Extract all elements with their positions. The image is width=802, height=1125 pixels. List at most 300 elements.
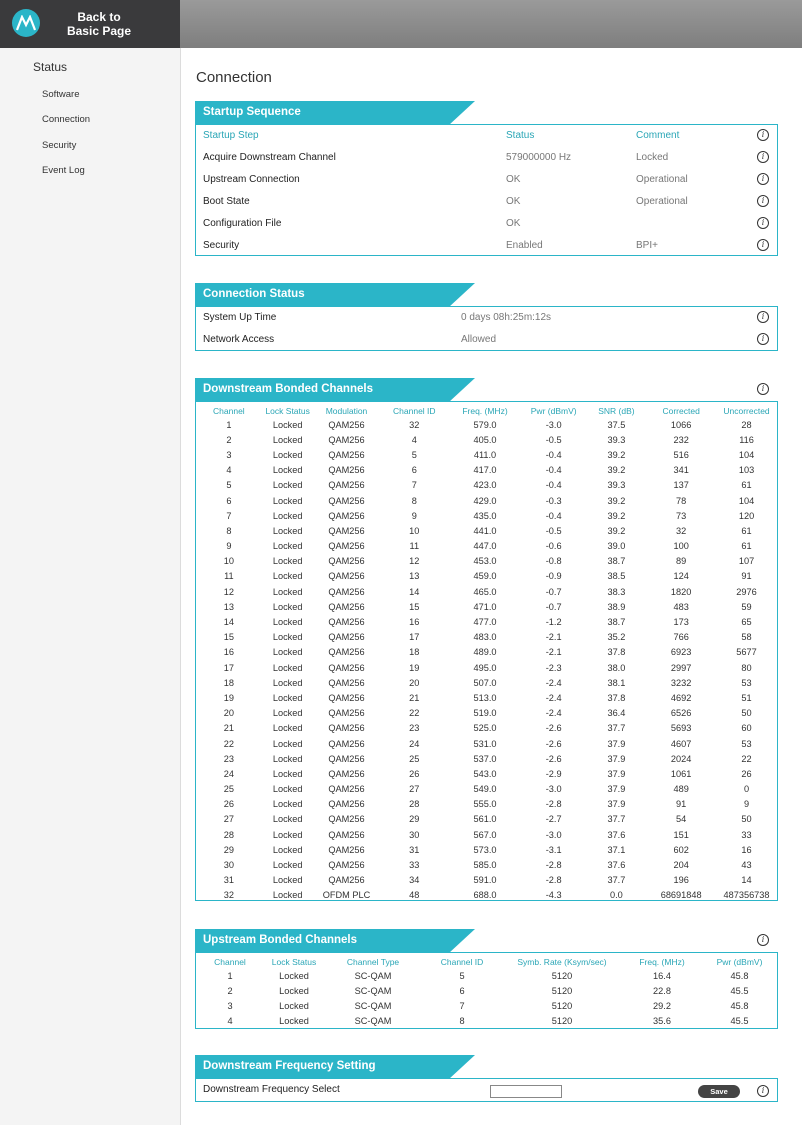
- table-cell: QAM256: [328, 738, 365, 749]
- table-cell: 14: [741, 875, 752, 886]
- step-status: OK: [506, 174, 521, 185]
- table-cell: 3: [226, 449, 232, 460]
- table-row: [196, 968, 777, 983]
- panel-title: Downstream Bonded Channels: [195, 378, 449, 402]
- table-cell: Locked: [272, 617, 303, 628]
- table-cell: 7: [459, 1000, 465, 1011]
- table-cell: 35.2: [607, 632, 626, 643]
- table-cell: Locked: [272, 753, 303, 764]
- table-row: [196, 736, 777, 751]
- save-button[interactable]: Save: [698, 1085, 740, 1098]
- table-cell: 53: [741, 738, 752, 749]
- table-cell: 107: [738, 556, 755, 567]
- table-cell: 14: [409, 586, 420, 597]
- table-cell: QAM256: [328, 525, 365, 536]
- status-value: 0 days 08h:25m:12s: [461, 312, 552, 323]
- table-cell: 196: [673, 875, 689, 886]
- table-cell: 18: [223, 677, 234, 688]
- table-cell: -1.2: [545, 617, 562, 628]
- table-cell: 39.2: [607, 495, 626, 506]
- table-cell: Locked: [272, 465, 303, 476]
- table-cell: 591.0: [473, 875, 497, 886]
- info-icon[interactable]: i: [757, 173, 769, 185]
- table-cell: 100: [673, 541, 689, 552]
- sidebar-item-event-log[interactable]: Event Log: [42, 165, 85, 176]
- table-cell: 39.2: [607, 525, 626, 536]
- table-cell: -0.8: [545, 556, 562, 567]
- table-cell: -3.0: [545, 784, 562, 795]
- panel-title: Upstream Bonded Channels: [195, 929, 449, 953]
- table-cell: Locked: [279, 1000, 309, 1011]
- info-icon[interactable]: i: [757, 383, 769, 395]
- col-header: Channel Type: [346, 956, 400, 967]
- panel-title: Connection Status: [195, 283, 449, 307]
- col-header: Channel: [213, 405, 245, 416]
- col-header: Channel ID: [440, 956, 484, 967]
- table-cell: 37.9: [607, 753, 626, 764]
- table-cell: 5120: [551, 1015, 573, 1026]
- table-row: [196, 523, 777, 538]
- col-header: Corrected: [662, 405, 700, 416]
- table-cell: Locked: [272, 692, 303, 703]
- table-cell: -0.7: [545, 586, 562, 597]
- table-cell: 1066: [670, 419, 692, 430]
- table-cell: -0.5: [545, 434, 562, 445]
- table-cell: QAM256: [328, 434, 365, 445]
- table-cell: 16: [223, 647, 234, 658]
- table-row: [196, 213, 777, 235]
- col-header: Uncorrected: [723, 405, 770, 416]
- table-cell: -2.4: [545, 677, 562, 688]
- table-cell: -2.9: [545, 768, 562, 779]
- info-icon[interactable]: i: [757, 151, 769, 163]
- table-cell: 441.0: [473, 525, 497, 536]
- step-comment: Operational: [636, 174, 688, 185]
- table-cell: 37.8: [607, 647, 626, 658]
- table-cell: QAM256: [328, 465, 365, 476]
- table-cell: 32: [409, 419, 420, 430]
- table-cell: QAM256: [328, 708, 365, 719]
- table-cell: 37.6: [607, 860, 626, 871]
- frequency-setting-panel: [195, 1060, 778, 1102]
- table-cell: 561.0: [473, 814, 497, 825]
- table-cell: 6: [411, 465, 417, 476]
- table-cell: QAM256: [328, 601, 365, 612]
- sidebar-item-security[interactable]: Security: [42, 140, 77, 151]
- table-cell: Locked: [272, 799, 303, 810]
- table-cell: 27: [223, 814, 234, 825]
- table-cell: 12: [409, 556, 420, 567]
- table-cell: 104: [738, 449, 755, 460]
- table-cell: OFDM PLC: [322, 890, 371, 901]
- info-icon[interactable]: i: [757, 1085, 769, 1097]
- table-body: [196, 417, 777, 903]
- info-icon[interactable]: i: [757, 217, 769, 229]
- table-cell: 28: [223, 829, 234, 840]
- table-cell: 5677: [736, 647, 757, 658]
- step-comment: Operational: [636, 196, 688, 207]
- table-cell: 2: [226, 434, 232, 445]
- table-cell: 73: [676, 510, 687, 521]
- table-cell: 3232: [670, 677, 692, 688]
- col-header: Lock Status: [265, 405, 310, 416]
- table-cell: -2.1: [545, 647, 562, 658]
- info-icon[interactable]: i: [757, 195, 769, 207]
- info-icon[interactable]: i: [757, 934, 769, 946]
- back-label-line2[interactable]: Basic Page: [66, 24, 132, 38]
- table-cell: 9: [411, 510, 417, 521]
- table-cell: 37.9: [607, 738, 626, 749]
- status-label: System Up Time: [203, 312, 277, 323]
- table-cell: 477.0: [473, 617, 497, 628]
- table-cell: 23: [409, 723, 420, 734]
- table-cell: 34: [409, 875, 420, 886]
- table-cell: 151: [673, 829, 689, 840]
- freq-select-label: Downstream Frequency Select: [203, 1084, 340, 1095]
- table-cell: 39.3: [607, 480, 626, 491]
- table-cell: Locked: [272, 449, 303, 460]
- info-icon[interactable]: i: [757, 129, 769, 141]
- table-row: [196, 983, 777, 998]
- table-cell: 38.5: [607, 571, 626, 582]
- table-cell: 519.0: [473, 708, 497, 719]
- table-cell: 61: [741, 541, 752, 552]
- table-cell: QAM256: [328, 662, 365, 673]
- table-row: [196, 539, 777, 554]
- table-cell: SC-QAM: [354, 970, 392, 981]
- table-cell: -0.4: [545, 449, 562, 460]
- table-cell: 766: [673, 632, 689, 643]
- table-row: [196, 329, 777, 351]
- table-cell: Locked: [272, 541, 303, 552]
- table-cell: 103: [738, 465, 755, 476]
- table-cell: -3.0: [545, 829, 562, 840]
- table-cell: Locked: [272, 632, 303, 643]
- table-row: [196, 447, 777, 462]
- table-cell: Locked: [272, 495, 303, 506]
- info-icon[interactable]: i: [757, 311, 769, 323]
- table-cell: 37.9: [607, 799, 626, 810]
- table-cell: 61: [741, 480, 752, 491]
- table-cell: 37.5: [607, 419, 626, 430]
- table-cell: QAM256: [328, 860, 365, 871]
- table-cell: 68691848: [660, 890, 702, 901]
- table-header-row: [196, 955, 777, 968]
- table-cell: 50: [741, 814, 752, 825]
- table-cell: 37.7: [607, 814, 626, 825]
- table-cell: 13: [409, 571, 420, 582]
- table-row: [196, 751, 777, 766]
- table-row: [196, 463, 777, 478]
- back-label-line1[interactable]: Back to: [77, 10, 121, 24]
- table-cell: 417.0: [473, 465, 497, 476]
- sidebar-item-software[interactable]: Software: [42, 89, 80, 100]
- col-header: Freq. (MHz): [462, 405, 508, 416]
- sidebar-item-connection[interactable]: Connection: [42, 114, 91, 125]
- step-name: Upstream Connection: [203, 174, 300, 185]
- table-row: [196, 675, 777, 690]
- table-cell: 567.0: [473, 829, 497, 840]
- table-cell: 120: [738, 510, 755, 521]
- table-cell: 465.0: [473, 586, 497, 597]
- table-cell: Locked: [272, 677, 303, 688]
- col-header: Comment: [636, 130, 680, 141]
- table-cell: 39.2: [607, 465, 626, 476]
- table-cell: Locked: [272, 647, 303, 658]
- table-cell: Locked: [272, 662, 303, 673]
- table-row: [196, 797, 777, 812]
- table-cell: Locked: [279, 985, 309, 996]
- sidebar: [0, 48, 181, 1125]
- col-header: Pwr (dBmV): [530, 405, 577, 416]
- table-cell: 602: [673, 844, 689, 855]
- table-cell: 18: [409, 647, 420, 658]
- table-cell: 29.2: [653, 1000, 671, 1011]
- info-icon[interactable]: i: [757, 239, 769, 251]
- table-cell: 39.3: [607, 434, 626, 445]
- step-name: Acquire Downstream Channel: [203, 152, 336, 163]
- table-cell: 16: [741, 844, 752, 855]
- table-cell: 91: [741, 571, 752, 582]
- table-cell: 21: [409, 692, 420, 703]
- table-cell: 54: [676, 814, 687, 825]
- table-cell: -0.6: [545, 541, 562, 552]
- table-cell: 22: [223, 738, 234, 749]
- table-cell: 8: [459, 1015, 465, 1026]
- table-cell: 5693: [670, 723, 692, 734]
- table-cell: 6526: [670, 708, 692, 719]
- table-cell: 38.9: [607, 601, 626, 612]
- table-row: [196, 417, 777, 432]
- table-cell: 10: [223, 556, 234, 567]
- table-cell: Locked: [272, 723, 303, 734]
- panel-title: Downstream Frequency Setting: [195, 1055, 449, 1079]
- table-cell: 549.0: [473, 784, 497, 795]
- table-cell: 38.3: [607, 586, 626, 597]
- table-cell: 543.0: [473, 768, 497, 779]
- table-cell: Locked: [272, 601, 303, 612]
- table-cell: 435.0: [473, 510, 497, 521]
- table-cell: Locked: [272, 586, 303, 597]
- table-row: [196, 782, 777, 797]
- table-cell: 495.0: [473, 662, 497, 673]
- table-cell: QAM256: [328, 768, 365, 779]
- table-cell: 17: [409, 632, 420, 643]
- startup-sequence-panel: [195, 106, 778, 256]
- table-cell: Locked: [272, 784, 303, 795]
- table-cell: 13: [223, 601, 234, 612]
- table-cell: -0.5: [545, 525, 562, 536]
- table-cell: -3.0: [545, 419, 562, 430]
- table-cell: 489.0: [473, 647, 497, 658]
- table-cell: -0.9: [545, 571, 562, 582]
- table-cell: 411.0: [473, 449, 497, 460]
- table-row: [196, 721, 777, 736]
- table-cell: 513.0: [473, 692, 497, 703]
- table-cell: 15: [223, 632, 234, 643]
- table-cell: -0.4: [545, 480, 562, 491]
- table-cell: Locked: [279, 970, 309, 981]
- table-cell: QAM256: [328, 677, 365, 688]
- table-cell: 1: [227, 970, 233, 981]
- table-cell: 2976: [736, 586, 757, 597]
- table-cell: 50: [741, 708, 752, 719]
- table-cell: 9: [743, 799, 750, 810]
- table-cell: 51: [741, 692, 752, 703]
- table-cell: 2024: [670, 753, 692, 764]
- table-cell: 30: [223, 860, 234, 871]
- table-cell: QAM256: [328, 784, 365, 795]
- table-row: [196, 307, 777, 329]
- table-cell: -2.4: [545, 708, 562, 719]
- table-row: [196, 614, 777, 629]
- back-to-basic-link[interactable]: [58, 10, 140, 38]
- table-row: [196, 569, 777, 584]
- table-cell: Locked: [272, 510, 303, 521]
- table-cell: 525.0: [473, 723, 497, 734]
- table-cell: Locked: [272, 844, 303, 855]
- table-cell: 6923: [670, 647, 692, 658]
- table-cell: 24: [223, 768, 234, 779]
- table-cell: 37.8: [607, 692, 626, 703]
- status-value: Allowed: [461, 334, 497, 345]
- table-cell: 37.6: [607, 829, 626, 840]
- col-header: Freq. (MHz): [639, 956, 685, 967]
- main-content: [181, 48, 802, 1125]
- table-row: [196, 584, 777, 599]
- table-cell: 65: [741, 617, 752, 628]
- table-cell: 19: [223, 692, 234, 703]
- table-cell: 28: [409, 799, 420, 810]
- table-cell: 33: [741, 829, 752, 840]
- table-cell: 37.9: [607, 768, 626, 779]
- table-cell: 9: [226, 541, 232, 552]
- table-row: [196, 599, 777, 614]
- table-cell: 137: [673, 480, 689, 491]
- table-cell: QAM256: [328, 632, 365, 643]
- table-cell: 53: [741, 677, 752, 688]
- table-cell: QAM256: [328, 586, 365, 597]
- table-cell: 37.1: [607, 844, 626, 855]
- table-cell: Locked: [279, 1015, 309, 1026]
- step-name: Security: [203, 240, 240, 251]
- table-cell: Locked: [272, 708, 303, 719]
- table-cell: 38.7: [607, 556, 626, 567]
- table-cell: 5120: [551, 985, 573, 996]
- table-cell: QAM256: [328, 617, 365, 628]
- table-cell: 43: [741, 860, 752, 871]
- table-cell: 39.0: [607, 541, 626, 552]
- table-cell: Locked: [272, 890, 303, 901]
- motorola-logo-icon[interactable]: [12, 9, 40, 37]
- table-cell: 60: [741, 723, 752, 734]
- table-cell: QAM256: [328, 419, 365, 430]
- table-row: [196, 706, 777, 721]
- table-cell: 3: [227, 1000, 233, 1011]
- table-cell: 39.2: [607, 449, 626, 460]
- table-cell: 5120: [551, 1000, 573, 1011]
- step-status: OK: [506, 196, 521, 207]
- table-cell: QAM256: [328, 844, 365, 855]
- table-cell: -2.6: [545, 738, 562, 749]
- table-cell: 45.5: [730, 985, 749, 996]
- frequency-input[interactable]: [490, 1085, 562, 1098]
- table-cell: 4607: [670, 738, 692, 749]
- upstream-table: [196, 955, 777, 1028]
- table-cell: -2.8: [545, 875, 562, 886]
- table-cell: 5: [226, 480, 232, 491]
- panel-title: Startup Sequence: [195, 101, 449, 125]
- table-cell: QAM256: [328, 814, 365, 825]
- table-cell: Locked: [272, 738, 303, 749]
- step-status: Enabled: [506, 240, 543, 251]
- table-cell: 30: [409, 829, 420, 840]
- table-cell: 116: [739, 434, 754, 445]
- table-cell: 555.0: [473, 799, 497, 810]
- table-body: [196, 968, 777, 1028]
- table-row: [196, 660, 777, 675]
- table-row: [196, 1013, 777, 1028]
- table-cell: QAM256: [328, 541, 365, 552]
- table-cell: 10: [409, 525, 420, 536]
- table-cell: 429.0: [473, 495, 497, 506]
- col-header: Channel: [214, 956, 246, 967]
- table-cell: 489: [673, 784, 689, 795]
- table-cell: 5120: [551, 970, 573, 981]
- table-cell: 204: [673, 860, 689, 871]
- table-row: [196, 998, 777, 1013]
- table-cell: 459.0: [473, 571, 497, 582]
- table-row: [196, 827, 777, 842]
- table-cell: QAM256: [328, 829, 365, 840]
- table-cell: 5: [459, 970, 465, 981]
- table-cell: -2.7: [545, 814, 562, 825]
- table-cell: 423.0: [473, 480, 497, 491]
- table-cell: 4: [411, 434, 417, 445]
- sidebar-heading-status[interactable]: Status: [33, 60, 68, 74]
- info-icon[interactable]: i: [757, 333, 769, 345]
- table-cell: QAM256: [328, 647, 365, 658]
- table-cell: -0.4: [545, 510, 562, 521]
- freq-row: [196, 1079, 777, 1101]
- table-cell: 579.0: [473, 419, 497, 430]
- table-cell: 12: [223, 586, 234, 597]
- table-cell: 20: [223, 708, 234, 719]
- table-cell: -2.6: [545, 723, 562, 734]
- step-status: OK: [506, 218, 521, 229]
- table-cell: QAM256: [328, 799, 365, 810]
- table-cell: 6: [459, 985, 465, 996]
- table-cell: 19: [409, 662, 420, 673]
- table-cell: QAM256: [328, 495, 365, 506]
- table-cell: 471.0: [473, 601, 497, 612]
- table-cell: QAM256: [328, 692, 365, 703]
- table-cell: Locked: [272, 814, 303, 825]
- table-cell: 29: [409, 814, 420, 825]
- table-row: [196, 645, 777, 660]
- table-cell: 20: [409, 677, 420, 688]
- downstream-channels-panel: [195, 383, 778, 901]
- table-cell: 25: [409, 753, 420, 764]
- table-cell: 36.4: [607, 708, 626, 719]
- table-cell: 8: [411, 495, 417, 506]
- table-cell: 21: [223, 723, 234, 734]
- table-cell: 487356738: [723, 890, 770, 901]
- col-header: SNR (dB): [598, 405, 635, 416]
- table-cell: 37.7: [607, 723, 626, 734]
- table-row: [196, 630, 777, 645]
- col-header: Lock Status: [271, 956, 317, 967]
